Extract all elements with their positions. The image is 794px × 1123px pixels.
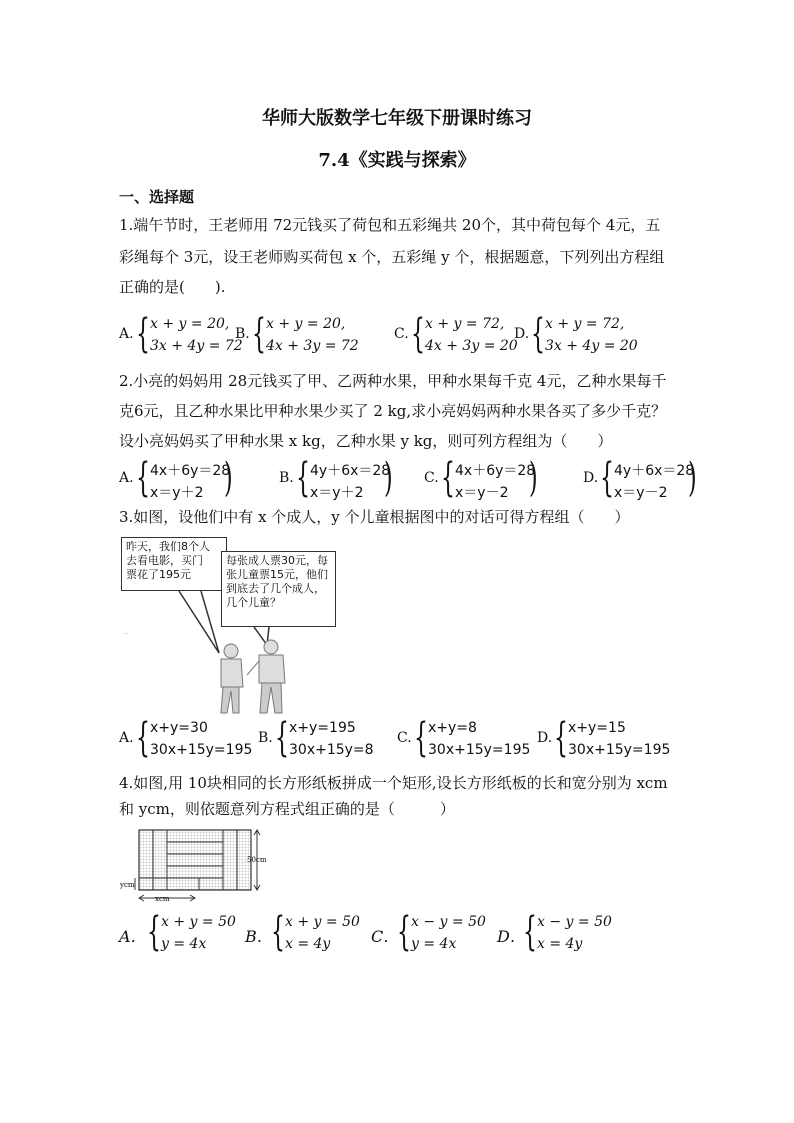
equation-2: 30x+15y=195 bbox=[428, 742, 531, 758]
equation-1: 4x＋6y＝28 bbox=[455, 463, 536, 479]
equation-1: 4x＋6y＝28 bbox=[150, 463, 231, 479]
bubble-1-line: 票花了195元 bbox=[126, 568, 191, 581]
length-label: xcm bbox=[155, 895, 170, 903]
q1-option-c[interactable] bbox=[394, 311, 524, 360]
q3-figure bbox=[119, 535, 339, 715]
right-paren: ) bbox=[384, 455, 393, 501]
equation-2: x = 4y bbox=[537, 936, 583, 952]
option-label: A. bbox=[119, 470, 134, 486]
q1-line-3: 正确的是( ). bbox=[119, 278, 226, 296]
equation-2: 4x + 3y = 72 bbox=[266, 338, 359, 354]
page-title: 华师大版数学七年级下册课时练习 bbox=[262, 108, 532, 129]
q2-line-1: 2.小亮的妈妈用 28元钱买了甲、乙两种水果，甲种水果每千克 4元，乙种水果每千 bbox=[119, 372, 667, 390]
bubble-2-line: 张儿童票15元，他们 bbox=[226, 568, 328, 581]
equation-1: x − y = 50 bbox=[411, 914, 486, 930]
brace: { bbox=[147, 909, 161, 955]
q4-line-1: 4.如图,用 10块相同的长方形纸板拼成一个矩形,设长方形纸板的长和宽分别为 xcm bbox=[119, 774, 668, 792]
person-man-icon bbox=[247, 640, 285, 713]
equation-1: x + y = 50 bbox=[161, 914, 236, 930]
equation-2: 30x+15y=195 bbox=[150, 742, 253, 758]
q3-option-c[interactable] bbox=[397, 715, 531, 762]
right-paren: ) bbox=[224, 455, 233, 501]
equation-2: x＝y＋2 bbox=[310, 485, 364, 501]
option-label: D． bbox=[497, 927, 526, 946]
q1-option-a[interactable] bbox=[119, 311, 243, 360]
rectangle-tiling-diagram bbox=[119, 826, 279, 906]
option-label: A． bbox=[119, 927, 147, 946]
speech-bubble-1 bbox=[121, 537, 227, 591]
q2-option-c[interactable] bbox=[424, 455, 544, 502]
equation-2: y = 4x bbox=[411, 936, 457, 952]
page-subtitle: 7.4《实践与探索》 bbox=[318, 150, 476, 171]
equation-1: 4y＋6x＝28 bbox=[310, 463, 391, 479]
option-label: C． bbox=[371, 927, 400, 946]
bubble-2-line: 到底去了几个成人， bbox=[226, 582, 325, 595]
brace: { bbox=[414, 715, 428, 761]
option-label: A. bbox=[119, 326, 134, 342]
q4-option-b[interactable] bbox=[245, 909, 365, 960]
equation-2: 3x + 4y = 72 bbox=[150, 338, 243, 354]
option-label: D. bbox=[583, 470, 599, 486]
option-label: B. bbox=[279, 470, 294, 486]
brace: { bbox=[275, 715, 289, 761]
person-adult-icon bbox=[221, 644, 243, 713]
q1-option-b[interactable] bbox=[235, 311, 365, 360]
bubble-1-line: 去看电影，买门 bbox=[126, 554, 203, 567]
brace: { bbox=[136, 311, 150, 357]
option-label: C. bbox=[394, 326, 409, 342]
equation-2: 4x + 3y = 20 bbox=[425, 338, 518, 354]
brace: { bbox=[523, 909, 537, 955]
equation-1: 4y＋6x＝28 bbox=[614, 463, 695, 479]
bubble-1-line: 昨天，我们8个人 bbox=[126, 540, 210, 553]
section-heading: 一、选择题 bbox=[119, 188, 195, 206]
brace: { bbox=[397, 909, 411, 955]
equation-2: x＝y－2 bbox=[614, 485, 668, 501]
brace: { bbox=[600, 455, 614, 501]
bubble-2-tail bbox=[254, 627, 269, 645]
option-label: C. bbox=[397, 730, 412, 746]
equation-1: x+y=30 bbox=[150, 720, 208, 736]
brace: { bbox=[411, 311, 425, 357]
height-label: 50cm bbox=[247, 856, 267, 864]
q4-option-a[interactable] bbox=[119, 909, 239, 960]
equation-2: x = 4y bbox=[285, 936, 331, 952]
bubble-1-tail bbox=[179, 591, 219, 653]
option-label: C. bbox=[424, 470, 439, 486]
brace: { bbox=[296, 455, 310, 501]
right-paren: ) bbox=[688, 455, 697, 501]
q3-option-b[interactable] bbox=[258, 715, 388, 762]
equation-1: x − y = 50 bbox=[537, 914, 612, 930]
equation-2: x＝y－2 bbox=[455, 485, 509, 501]
option-label: B． bbox=[245, 927, 273, 946]
q3-line: 3.如图，设他们中有 x 个成人，y 个儿童根据图中的对话可得方程组（ ） bbox=[119, 508, 630, 526]
brace: { bbox=[271, 909, 285, 955]
equation-1: x + y = 20, bbox=[266, 316, 346, 332]
equation-1: x+y=15 bbox=[568, 720, 626, 736]
option-label: B. bbox=[235, 326, 250, 342]
bubble-2-line: 每张成人票30元，每 bbox=[226, 554, 328, 567]
option-label: D. bbox=[514, 326, 530, 342]
q4-line-2: 和 ycm，则依题意列方程式组正确的是（ ） bbox=[119, 800, 455, 818]
q4-figure bbox=[119, 826, 279, 906]
brace: { bbox=[252, 311, 266, 357]
q3-option-d[interactable] bbox=[537, 715, 671, 762]
equation-2: x＝y＋2 bbox=[150, 485, 204, 501]
equation-1: x+y=195 bbox=[289, 720, 356, 736]
brace: { bbox=[554, 715, 568, 761]
brace: { bbox=[136, 715, 150, 761]
q2-option-b[interactable] bbox=[279, 455, 399, 502]
equation-2: 30x+15y=8 bbox=[289, 742, 374, 758]
equation-2: 30x+15y=195 bbox=[568, 742, 671, 758]
equation-1: x + y = 72, bbox=[545, 316, 625, 332]
option-label: D. bbox=[537, 730, 553, 746]
option-label: B. bbox=[258, 730, 273, 746]
q1-line-1: 1.端午节时，王老师用 72元钱买了荷包和五彩绳共 20个，其中荷包每个 4元，五 bbox=[119, 216, 661, 234]
equation-2: 3x + 4y = 20 bbox=[545, 338, 638, 354]
q2-line-3: 设小亮妈妈买了甲种水果 x kg，乙种水果 y kg，则可列方程组为（ ） bbox=[119, 432, 613, 450]
equation-1: x + y = 50 bbox=[285, 914, 360, 930]
q4-option-d[interactable] bbox=[497, 909, 617, 960]
equation-1: x+y=8 bbox=[428, 720, 477, 736]
speech-bubble-2 bbox=[221, 551, 336, 627]
q2-option-d[interactable] bbox=[583, 455, 703, 502]
bubble-2-line: 几个儿童？ bbox=[226, 596, 281, 609]
right-paren: ) bbox=[529, 455, 538, 501]
q3-option-a[interactable] bbox=[119, 715, 253, 762]
brace: { bbox=[136, 455, 150, 501]
outer-rectangle bbox=[139, 830, 251, 890]
faint-watermark: — bbox=[123, 630, 129, 637]
brace: { bbox=[441, 455, 455, 501]
q1-option-d[interactable] bbox=[514, 311, 644, 360]
q4-option-c[interactable] bbox=[371, 909, 491, 960]
equation-1: x + y = 72, bbox=[425, 316, 505, 332]
q1-line-2: 彩绳每个 3元，设王老师购买荷包 x 个，五彩绳 y 个，根据题意，下列列出方程组 bbox=[119, 248, 665, 266]
brace: { bbox=[531, 311, 545, 357]
option-label: A. bbox=[119, 730, 134, 746]
equation-2: y = 4x bbox=[161, 936, 207, 952]
q2-option-a[interactable] bbox=[119, 455, 239, 502]
width-label: ycm bbox=[120, 881, 135, 889]
q2-line-2: 克6元，且乙种水果比甲种水果少买了 2 kg,求小亮妈妈两种水果各买了多少千克？ bbox=[119, 402, 667, 420]
equation-1: x + y = 20, bbox=[150, 316, 230, 332]
